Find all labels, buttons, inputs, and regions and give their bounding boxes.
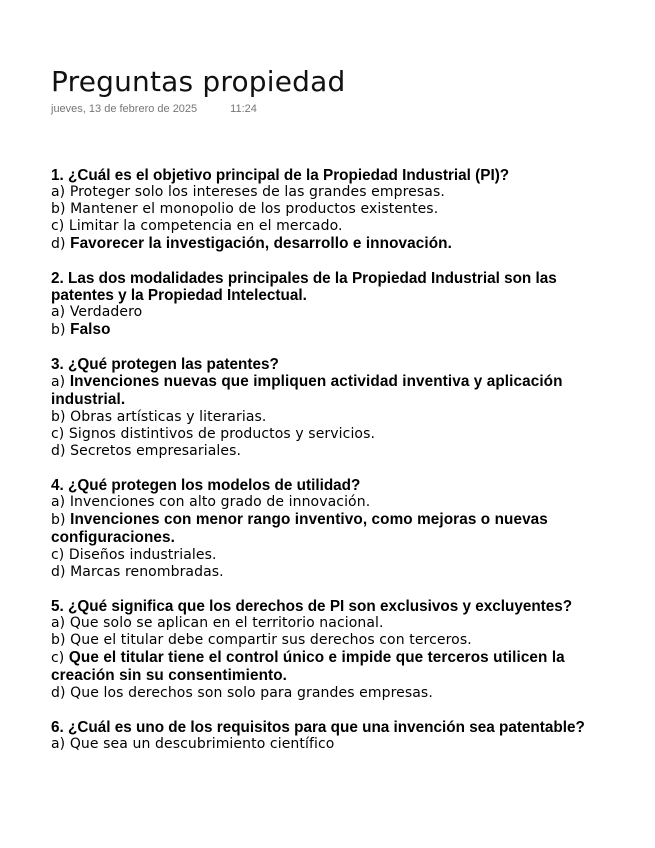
option-text: Diseños industriales. [68, 547, 217, 563]
question-block [51, 598, 596, 702]
option-letter: d) [51, 685, 66, 701]
question-block [51, 270, 596, 339]
option-letter: a) [51, 184, 66, 200]
page-time: 11:24 [230, 103, 257, 115]
question-text: 2. Las dos modalidades principales de la Propiedad Industrial son las patentes y la Propiedad Intelectual. [51, 270, 557, 304]
option-text: Obras artísticas y literarias. [70, 409, 267, 425]
answer-option [51, 632, 596, 649]
option-letter: d) [51, 236, 66, 252]
option-text: Invenciones nuevas que impliquen actividad inventiva y aplicación industrial. [51, 373, 563, 408]
note-page [51, 64, 611, 782]
option-letter: c) [51, 218, 65, 234]
option-text: Que el titular tiene el control único e impide que terceros utilicen la creación sin su consentimiento. [51, 649, 565, 684]
option-text: Limitar la competencia en el mercado. [68, 218, 343, 234]
note-content[interactable] [51, 167, 596, 782]
answer-option [51, 304, 596, 321]
option-text: Que los derechos son solo para grandes empresas. [70, 685, 433, 701]
option-text: Invenciones con alto grado de innovación. [69, 494, 371, 510]
page-meta [51, 103, 611, 115]
option-text: Secretos empresariales. [70, 443, 242, 459]
answer-option [51, 564, 596, 581]
question-block [51, 167, 596, 253]
question-block [51, 356, 596, 460]
option-letter: b) [51, 201, 66, 217]
answer-option-correct [51, 649, 596, 685]
question-text: 3. ¿Qué protegen las patentes? [51, 356, 279, 373]
question-text: 6. ¿Cuál es uno de los requisitos para que una invención sea patentable? [51, 719, 585, 736]
option-text: Mantener el monopolio de los productos existentes. [70, 201, 439, 217]
option-letter: b) [51, 322, 66, 338]
option-letter: b) [51, 632, 66, 648]
answer-option [51, 736, 596, 753]
option-text: Falso [70, 321, 111, 338]
answer-option-correct [51, 235, 596, 253]
option-letter: c) [51, 426, 65, 442]
option-text: Marcas renombradas. [70, 564, 224, 580]
question-block [51, 477, 596, 581]
option-letter: a) [51, 736, 66, 752]
answer-option [51, 494, 596, 511]
question-text: 5. ¿Qué significa que los derechos de PI son exclusivos y excluyentes? [51, 598, 573, 615]
option-text: Verdadero [69, 304, 143, 320]
option-text: Signos distintivos de productos y servicios. [68, 426, 376, 442]
answer-option [51, 615, 596, 632]
option-letter: c) [51, 650, 65, 666]
question-block [51, 719, 596, 753]
page-title[interactable]: Preguntas propiedad [51, 65, 346, 98]
answer-option [51, 218, 596, 235]
answer-option [51, 547, 596, 564]
option-letter: c) [51, 547, 65, 563]
answer-option-correct [51, 373, 596, 409]
option-text: Invenciones con menor rango inventivo, como mejoras o nuevas configuraciones. [51, 511, 548, 546]
option-text: Favorecer la investigación, desarrollo e innovación. [70, 235, 452, 252]
answer-option [51, 685, 596, 702]
answer-option-correct [51, 321, 596, 339]
option-letter: a) [51, 374, 66, 390]
page-date: jueves, 13 de febrero de 2025 [51, 103, 198, 115]
option-text: Que solo se aplican en el territorio nacional. [69, 615, 384, 631]
answer-option [51, 184, 596, 201]
option-text: Que sea un descubrimiento científico [69, 736, 335, 752]
answer-option [51, 201, 596, 218]
option-letter: d) [51, 443, 66, 459]
question-text: 4. ¿Qué protegen los modelos de utilidad? [51, 477, 361, 494]
answer-option [51, 443, 596, 460]
question-text: 1. ¿Cuál es el objetivo principal de la Propiedad Industrial (PI)? [51, 167, 510, 184]
option-letter: a) [51, 615, 66, 631]
answer-option [51, 409, 596, 426]
answer-option [51, 426, 596, 443]
option-letter: b) [51, 512, 66, 528]
option-letter: a) [51, 494, 66, 510]
option-letter: d) [51, 564, 66, 580]
option-text: Que el titular debe compartir sus derechos con terceros. [70, 632, 472, 648]
answer-option-correct [51, 511, 596, 547]
option-letter: b) [51, 409, 66, 425]
option-text: Proteger solo los intereses de las grandes empresas. [69, 184, 445, 200]
option-letter: a) [51, 304, 66, 320]
